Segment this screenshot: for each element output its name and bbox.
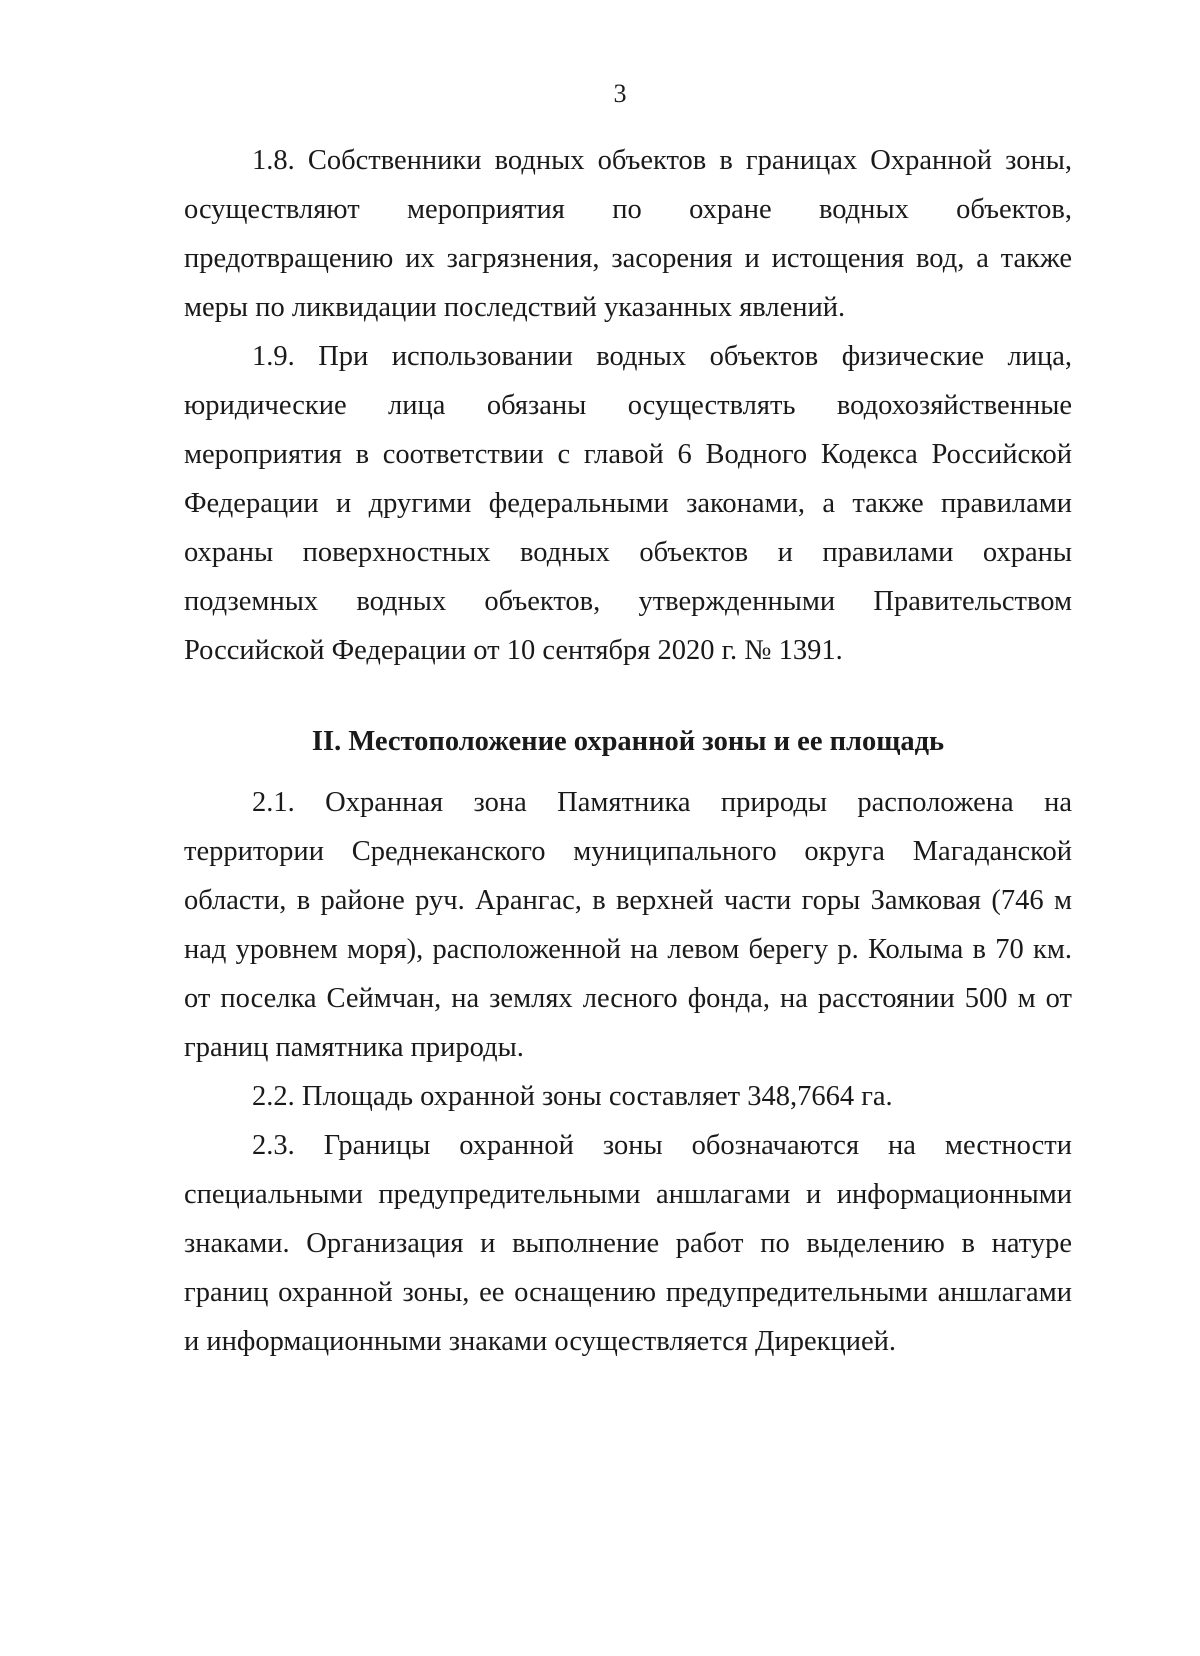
paragraph-2-3: 2.3. Границы охранной зоны обозначаются на местности специальными предупредительными аншлагами и информационными знаками. Организация и выполнение работ по выделению в натуре границ охранной зоны, ее оснащению предупредительными аншлагами и информационными знаками осуществляется Дирекцией. [184, 1130, 1072, 1357]
paragraph-2-1: 2.1. Охранная зона Памятника природы расположена на территории Среднеканского муниципального округа Магаданской области, в районе руч. Арангас, в верхней части горы Замковая (746 м над уровнем моря), расположенной на левом берегу р. Колыма в 70 км. от поселка Сеймчан, на землях лесного фонда, на расстоянии 500 м от границ памятника природы. [184, 787, 1072, 1063]
document-body [184, 136, 1072, 1366]
page-number: 3 [613, 79, 627, 108]
paragraph-1-9: 1.9. При использовании водных объектов физические лица, юридические лица обязаны осуществлять водохозяйственные мероприятия в соответствии с главой 6 Водного Кодекса Российской Федерации и другими федеральными законами, а также правилами охраны поверхностных водных объектов и правилами охраны подземных водных объектов, утвержденными Правительством Российской Федерации от 10 сентября 2020 г. № 1391. [184, 341, 1072, 666]
paragraph-2-2: 2.2. Площадь охранной зоны составляет 348,7664 га. [252, 1081, 893, 1112]
paragraph-1-8: 1.8. Собственники водных объектов в границах Охранной зоны, осуществляют мероприятия по охране водных объектов, предотвращению их загрязнения, засорения и истощения вод, а также меры по ликвидации последствий указанных явлений. [184, 145, 1072, 323]
section-heading: II. Местоположение охранной зоны и ее площадь [311, 726, 945, 757]
